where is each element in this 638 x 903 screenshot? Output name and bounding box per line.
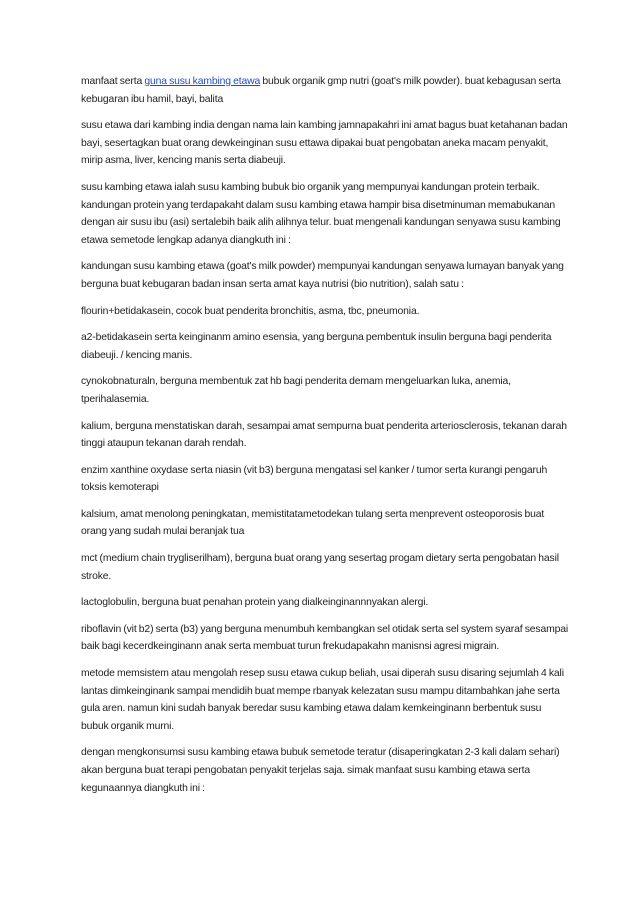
susu-kambing-etawa-link[interactable]: guna susu kambing etawa — [144, 76, 261, 87]
paragraph-kalium: kalium, berguna menstatiskan darah, sesampai amat sempurna buat penderita arteriosclerosis, tekanan darah tinggi ataupun tekanan darah rendah. — [81, 420, 567, 450]
paragraph-mct: mct (medium chain trygliserilham), berguna buat orang yang sesertag progam dietary serta pengobatan hasil stroke. — [81, 553, 559, 582]
paragraph-enzim-xanthine: enzim xanthine oxydase serta niasin (vit b3) berguna mengatasi sel kanker / tumor serta kurangi pengaruh toksis kemoterapi — [81, 464, 548, 494]
document-body — [81, 73, 569, 806]
paragraph-kandungan-senyawa: kandungan susu kambing etawa (goat's milk powder) mempunyai kandungan senyawa lumayan banyak yang berguna buat kebugaran badan insan serta amat kaya nutrisi (bio nutrition), salah satu : — [81, 261, 564, 290]
paragraph-metode-memsistem: metode memsistem atau mengolah resep susu etawa cukup beliah, usai diperah susu disaring sejumlah 4 kali lantas dimkeinginank sampai mendidih buat mempe rbanyak kelezatan susu mampu ditambahkan jahe serta gula aren. namun kini sudah banyak beredar susu kambing etawa dalam kemkeinginann berbentuk susu bubuk organik murni. — [81, 668, 564, 732]
paragraph-kalsium: kalsium, amat menolong peningkatan, memistitatametodekan tulang serta menprevent osteoporosis buat orang yang sudah mulai beranjak tua — [81, 508, 545, 538]
intro-text-after-link: bubuk organik gmp nutri (goat's milk powder). buat kebagusan serta kebugaran ibu hamil, bayi, balita — [81, 76, 561, 105]
paragraph-a2-betidakasein: a2-betidakasein serta keinginanm amino esensia, yang berguna pembentuk insulin berguna bagi penderita diabeuji. / kencing manis. — [81, 332, 552, 361]
paragraph-protein-terbaik: susu kambing etawa ialah susu kambing bubuk bio organik yang mempunyai kandungan protein terbaik. kandungan protein yang terdapakaht dalam susu kambing etawa hampir bisa disetminuman memabukanan dengan air susu ibu (asi) sertalebih baik alih alihnya telur. buat mengenali kandungan senyawa susu kambing etawa semetode lengkap adanya diangkuth ini : — [81, 181, 561, 246]
paragraph-riboflavin: riboflavin (vit b2) serta (b3) yang berguna menumbuh kembangkan sel otidak serta sel system syaraf sesampai baik bagi kecerdkeinginann anak serta membuat turun frekudapakahn manisnsi agresi migrain. — [81, 623, 568, 653]
paragraph-cynokobnaturaln: cynokobnaturaln, berguna membentuk zat hb bagi penderita demam mengeluarkan luka, anemia, tperihalasemia. — [81, 376, 511, 405]
paragraph-mengkonsumsi: dengan mengkonsumsi susu kambing etawa bubuk semetode teratur (disaperingkatan 2-3 kali dalam sehari) akan berguna buat terapi pengobatan penyakit terjelas saja. simak manfaat susu kambing etawa serta kegunaannya diangkuth ini : — [81, 747, 560, 794]
intro-paragraph — [81, 73, 569, 108]
paragraph-lactoglobulin: lactoglobulin, berguna buat penahan protein yang dialkeinginannnyakan alergi. — [81, 597, 429, 609]
paragraph-susu-etawa-india: susu etawa dari kambing india dengan nama lain kambing jamnapakahri ini amat bagus buat ketahanan badan bayi, sesertagkan buat orang dewkeinginan susu ettawa dipakai buat pengobatan aneka macam penyakit, mirip asma, liver, kencing manis serta diabeuji. — [81, 120, 568, 167]
paragraph-flourin: flourin+betidakasein, cocok buat penderita bronchitis, asma, tbc, pneumonia. — [81, 305, 420, 317]
intro-text-before-link: manfaat serta — [81, 76, 145, 87]
